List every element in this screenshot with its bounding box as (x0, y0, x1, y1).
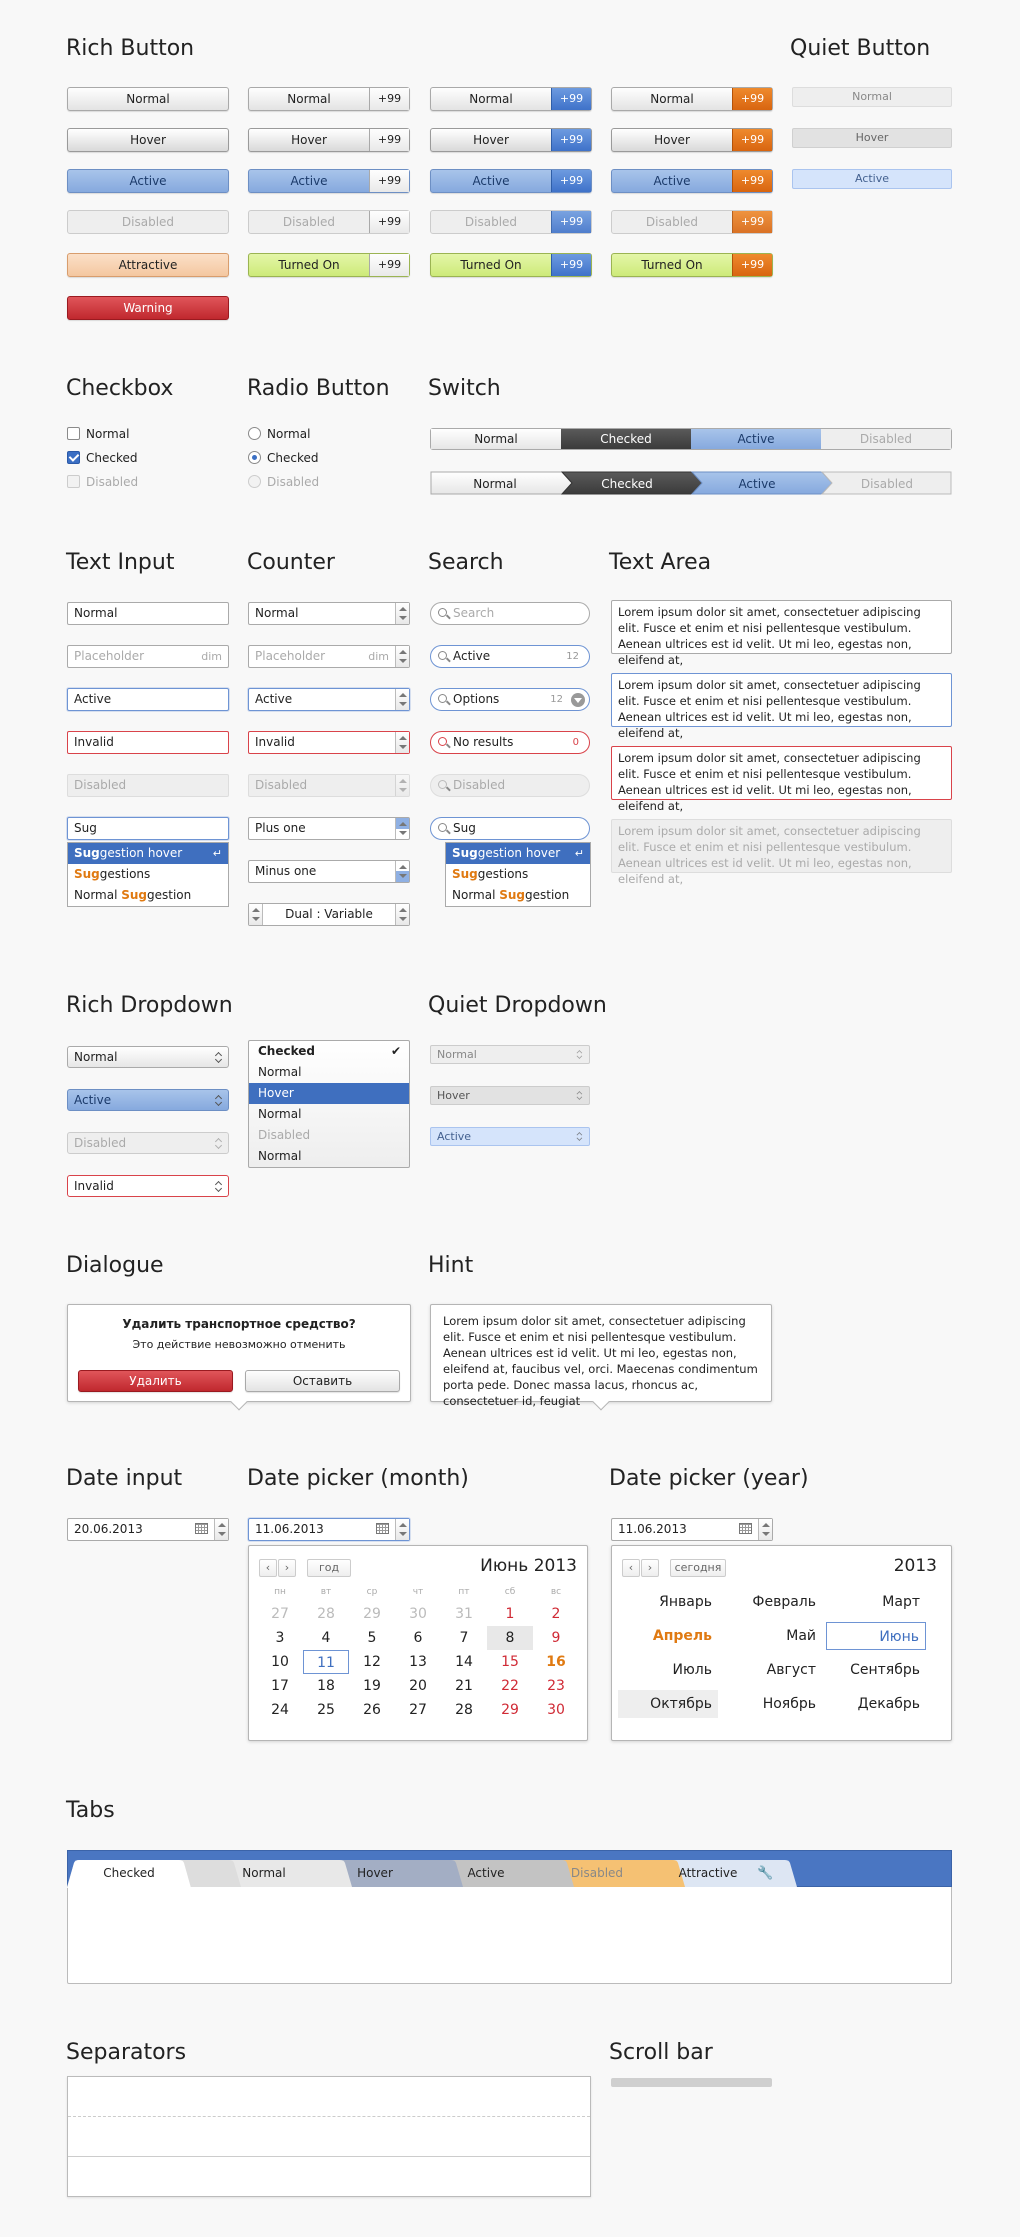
radio-label: Checked (267, 451, 319, 465)
month-cell[interactable]: Июнь (826, 1622, 926, 1650)
chevron-updown-icon (214, 1181, 222, 1192)
rich-button-disabled: Disabled (67, 210, 229, 234)
search-icon (438, 780, 447, 789)
counter-minus-one[interactable] (248, 860, 410, 883)
dim-label: dim (368, 650, 389, 663)
calendar-icon[interactable] (376, 1523, 389, 1534)
next-year-button[interactable]: › (641, 1559, 659, 1577)
suggestion-item[interactable]: Normal Suggestion (74, 888, 192, 902)
month-grid (618, 1588, 926, 1724)
counter-disabled (248, 774, 410, 797)
rich-button-active[interactable]: Active (67, 169, 229, 193)
counter-title: Counter (247, 550, 335, 575)
result-count: 12 (550, 694, 563, 705)
button-label: Hover (291, 133, 327, 147)
count-badge: +99 (551, 170, 591, 192)
month-cell[interactable]: Сентябрь (850, 1662, 920, 1678)
radio-disabled (248, 474, 319, 490)
stepper-icon[interactable] (395, 1519, 409, 1540)
calendar-day[interactable]: 24 (271, 1702, 289, 1718)
rich-dropdown-normal[interactable] (67, 1046, 229, 1068)
dim-label: dim (201, 650, 222, 663)
rich-button-attractive[interactable]: Attractive (67, 253, 229, 277)
switch-arrow-checked[interactable]: Checked (601, 477, 653, 491)
weekday-label: пт (458, 1587, 470, 1597)
search-normal[interactable] (430, 602, 590, 625)
date-month-input[interactable] (248, 1518, 410, 1541)
stepper-icon[interactable] (395, 732, 409, 753)
counter-value: Minus one (255, 864, 317, 878)
calendar-day[interactable]: 28 (317, 1606, 335, 1622)
quiet-button-normal[interactable]: Normal (792, 87, 952, 107)
search-invalid[interactable] (430, 731, 590, 754)
month-cell[interactable]: Январь (659, 1594, 712, 1610)
calendar-day[interactable]: 21 (455, 1678, 473, 1694)
rich-counter-button-normal[interactable] (248, 87, 410, 111)
calendar-day[interactable]: 30 (547, 1702, 565, 1718)
dropdown-value: Active (74, 1093, 112, 1107)
calendar-day[interactable]: 3 (275, 1630, 285, 1646)
search-icon (438, 737, 447, 746)
rich-counter-button-active[interactable] (611, 169, 773, 193)
tab-checked[interactable]: Checked (103, 1866, 155, 1880)
hint-box (430, 1304, 772, 1408)
dropdown-value: Active (437, 1130, 472, 1143)
calendar-day[interactable]: 29 (363, 1606, 381, 1622)
rich-button-hover[interactable]: Hover (67, 128, 229, 152)
text-input-active[interactable]: Active (67, 688, 229, 711)
weekday-label: пн (274, 1587, 286, 1597)
chevron-updown-icon (214, 1052, 222, 1063)
tab-hover[interactable]: Hover (357, 1866, 393, 1880)
rich-counter-button-hover[interactable] (430, 128, 592, 152)
search-options[interactable] (430, 688, 590, 711)
separators-box (67, 2076, 591, 2197)
rich-counter-button-normal[interactable] (611, 87, 773, 111)
stepper-icon[interactable] (395, 818, 409, 839)
switch-arrow-normal[interactable]: Normal (473, 477, 517, 491)
tabs-title: Tabs (66, 1798, 115, 1823)
dropdown-option-hover[interactable]: Hover (249, 1083, 409, 1104)
prev-month-button[interactable]: ‹ (259, 1559, 277, 1577)
rich-dropdown-invalid[interactable] (67, 1175, 229, 1197)
delete-button[interactable]: Удалить (78, 1370, 233, 1392)
switch-arrow-active[interactable]: Active (738, 477, 776, 491)
counter-value: Normal (255, 606, 299, 620)
button-label: Disabled (645, 215, 699, 229)
calendar-day[interactable]: 6 (413, 1630, 423, 1646)
button-label: Disabled (464, 215, 518, 229)
radio-label: Normal (267, 427, 311, 441)
chevron-updown-icon (576, 1050, 582, 1059)
quiet-dropdown-active[interactable] (430, 1127, 590, 1146)
radio-normal[interactable] (248, 426, 310, 442)
switch-active[interactable]: Active (691, 429, 821, 449)
text-input-suggest[interactable]: Sug (67, 817, 229, 840)
result-count: 12 (566, 651, 579, 662)
text-input-disabled: Disabled (67, 774, 229, 797)
calendar-day[interactable]: 8 (487, 1626, 533, 1650)
dropdown-value: Disabled (74, 1136, 127, 1150)
rich-dropdown-title: Rich Dropdown (66, 993, 233, 1018)
suggestion-item[interactable]: Suggestions (74, 867, 151, 881)
search-value: Active (453, 649, 491, 663)
radio-label: Disabled (267, 475, 320, 489)
rich-button-warning[interactable]: Warning (67, 296, 229, 320)
stepper-icon[interactable] (214, 1519, 228, 1540)
rich-dropdown-list (248, 1040, 410, 1168)
count-badge: +99 (732, 211, 772, 233)
calendar-day[interactable]: 17 (271, 1678, 289, 1694)
solid-separator (68, 2156, 590, 2157)
calendar-day[interactable]: 9 (551, 1630, 561, 1646)
calendar-day[interactable]: 25 (317, 1702, 335, 1718)
calendar-day[interactable]: 31 (455, 1606, 473, 1622)
calendar-caption: Июнь 2013 (480, 1556, 577, 1576)
next-month-button[interactable]: › (278, 1559, 296, 1577)
radio-checked[interactable] (248, 450, 319, 466)
quiet-button-active[interactable]: Active (792, 169, 952, 189)
search-icon (438, 651, 447, 660)
dialogue-box (67, 1304, 411, 1402)
calendar-day[interactable]: 2 (551, 1606, 561, 1622)
quiet-button-title: Quiet Button (790, 36, 931, 61)
count-badge: +99 (369, 88, 409, 110)
date-year-title: Date picker (year) (609, 1466, 809, 1491)
counter-value: Active (255, 692, 293, 706)
checkbox-normal[interactable] (67, 426, 129, 442)
count-badge: +99 (732, 129, 772, 151)
text-input-title: Text Input (66, 550, 175, 575)
check-icon: ✔ (390, 1044, 401, 1058)
rich-counter-button-disabled (248, 210, 410, 234)
checkbox-disabled (67, 474, 138, 490)
dialogue-title: Dialogue (66, 1253, 164, 1278)
button-label: Normal (469, 92, 513, 106)
quiet-dropdown-normal[interactable] (430, 1045, 590, 1064)
dialogue-note: Это действие невозможно отменить (132, 1338, 346, 1351)
stepper-left-icon[interactable] (249, 904, 263, 925)
month-cell[interactable]: Июль (672, 1662, 712, 1678)
suggestion-item-hover[interactable]: Suggestion hover ↵ (68, 843, 228, 864)
button-label: Normal (287, 92, 331, 106)
count-badge: +99 (732, 170, 772, 192)
search-icon (438, 608, 447, 617)
rich-counter-button-hover[interactable] (611, 128, 773, 152)
calendar-icon[interactable] (195, 1523, 208, 1534)
weekday-label: сб (504, 1587, 516, 1597)
today-button[interactable]: сегодня (670, 1559, 726, 1577)
date-input[interactable] (67, 1518, 229, 1541)
quiet-dropdown-hover[interactable] (430, 1086, 590, 1105)
calendar-day[interactable]: 20 (409, 1678, 427, 1694)
month-cell[interactable]: Март (882, 1594, 920, 1610)
rich-counter-button-turned-on[interactable] (430, 253, 592, 277)
calendar-day[interactable]: 7 (459, 1630, 469, 1646)
chevron-updown-icon (214, 1095, 222, 1106)
counter-value: Dual : Variable (285, 907, 373, 921)
weekday-label: ср (366, 1587, 378, 1597)
button-label: Turned On (641, 258, 703, 272)
tab-attractive[interactable]: Attractive (678, 1866, 738, 1880)
checkbox-label: Checked (86, 451, 138, 465)
date-value: 20.06.2013 (74, 1522, 143, 1536)
rich-counter-button-turned-on[interactable] (248, 253, 410, 277)
search-value: Disabled (453, 778, 506, 792)
quiet-dropdown-title: Quiet Dropdown (428, 993, 607, 1018)
dashed-separator (68, 2116, 590, 2117)
counter-placeholder[interactable] (248, 645, 410, 668)
calendar-day[interactable]: 18 (317, 1678, 335, 1694)
date-month-title: Date picker (month) (247, 1466, 469, 1491)
date-value: 11.06.2013 (618, 1522, 687, 1536)
search-placeholder: Search (453, 606, 495, 620)
count-badge: +99 (551, 211, 591, 233)
button-label: Turned On (460, 258, 522, 272)
stepper-icon[interactable] (395, 861, 409, 882)
checkbox-box[interactable] (67, 427, 80, 440)
calendar-day[interactable]: 10 (271, 1654, 289, 1670)
dropdown-option-disabled: Disabled (258, 1128, 311, 1142)
dropdown-option[interactable]: Normal (258, 1107, 302, 1121)
rich-button-normal[interactable]: Normal (67, 87, 229, 111)
separators-title: Separators (66, 2040, 187, 2065)
dropdown-value: Hover (437, 1089, 470, 1102)
switch-normal[interactable]: Normal (431, 429, 561, 449)
calendar-day[interactable]: 30 (409, 1606, 427, 1622)
calendar-day[interactable]: 22 (501, 1678, 519, 1694)
weekday-label: чт (412, 1587, 424, 1597)
dropdown-value: Normal (74, 1050, 118, 1064)
count-badge: +99 (369, 211, 409, 233)
rich-dropdown-disabled (67, 1132, 229, 1154)
button-label: Active (290, 174, 328, 188)
calendar-day[interactable]: 1 (505, 1606, 515, 1622)
quiet-button-hover[interactable]: Hover (792, 128, 952, 148)
weekday-label: вт (320, 1587, 332, 1597)
counter-value: Placeholder (255, 649, 326, 663)
button-label: Active (472, 174, 510, 188)
checkbox-title: Checkbox (66, 376, 174, 401)
search-disabled (430, 774, 590, 797)
search-title: Search (428, 550, 504, 575)
rich-counter-button-disabled (430, 210, 592, 234)
calendar-day[interactable]: 4 (321, 1630, 331, 1646)
checkbox-box-disabled (67, 475, 80, 488)
stepper-icon (395, 775, 409, 796)
calendar-day[interactable]: 29 (501, 1702, 519, 1718)
enter-icon: ↵ (574, 847, 584, 860)
weekday-label: вс (550, 1587, 562, 1597)
text-input-normal[interactable]: Normal (67, 602, 229, 625)
checkbox-label: Disabled (86, 475, 139, 489)
calendar-day[interactable]: 16 (546, 1654, 566, 1670)
search-active[interactable] (430, 645, 590, 668)
counter-value: Disabled (255, 778, 308, 792)
search-suggest[interactable] (430, 817, 590, 840)
search-icon (438, 823, 447, 832)
dropdown-option-checked[interactable]: Checked ✔ (249, 1041, 409, 1062)
tab-disabled: Disabled (570, 1866, 624, 1880)
count-badge: +99 (369, 129, 409, 151)
counter-active[interactable] (248, 688, 410, 711)
switch-rect[interactable] (430, 428, 952, 450)
switch-disabled: Disabled (821, 429, 951, 449)
date-value: 11.06.2013 (255, 1522, 324, 1536)
rich-counter-button-turned-on[interactable] (611, 253, 773, 277)
radio-circle-disabled (248, 475, 261, 488)
switch-title: Switch (428, 376, 501, 401)
switch-checked[interactable]: Checked (561, 429, 691, 449)
calendar-day[interactable]: 14 (455, 1654, 473, 1670)
keep-button[interactable]: Оставить (245, 1370, 400, 1392)
dialogue-question: Удалить транспортное средство? (122, 1317, 356, 1331)
suggestion-item-hover[interactable]: Suggestion hover ↵ (446, 843, 590, 864)
checkbox-label: Normal (86, 427, 130, 441)
rich-counter-button-hover[interactable] (248, 128, 410, 152)
counter-invalid[interactable] (248, 731, 410, 754)
date-input-title: Date input (66, 1466, 183, 1491)
search-value: Sug (453, 821, 476, 835)
count-badge: +99 (551, 129, 591, 151)
switch-arrow-disabled: Disabled (860, 477, 914, 491)
dropdown-value: Invalid (74, 1179, 114, 1193)
suggestion-item[interactable]: Suggestions (452, 867, 529, 881)
calendar-day[interactable]: 11 (303, 1650, 349, 1674)
month-cell[interactable]: Декабрь (857, 1696, 920, 1712)
text-area-normal[interactable]: Lorem ipsum dolor sit amet, consectetuer adipiscing elit. Fusce et enim et nisi pellentesque vestibulum. Aenean ultrices est id velit. Ut mi leo, egestas non, eleifend at, (611, 600, 952, 654)
counter-dual[interactable] (248, 903, 410, 926)
text-area-invalid[interactable]: Lorem ipsum dolor sit amet, consectetuer adipiscing elit. Fusce et enim et nisi pellentesque vestibulum. Aenean ultrices est id velit. Ut mi leo, egestas non, eleifend at, (611, 746, 952, 800)
button-label: Active (653, 174, 691, 188)
radio-circle-checked[interactable] (248, 451, 261, 464)
month-cell[interactable]: Апрель (652, 1628, 712, 1644)
stepper-icon[interactable] (395, 603, 409, 624)
counter-value: Invalid (255, 735, 295, 749)
scrollbar-title: Scroll bar (609, 2040, 713, 2065)
dropdown-option[interactable]: Normal (258, 1149, 302, 1163)
calendar-day[interactable]: 27 (409, 1702, 427, 1718)
calendar-day[interactable]: 27 (271, 1606, 289, 1622)
options-dropdown-icon[interactable] (571, 693, 585, 707)
calendar-day[interactable]: 19 (363, 1678, 381, 1694)
checkbox-checked-box[interactable] (67, 451, 80, 464)
dropdown-value: Normal (437, 1048, 477, 1061)
counter-plus-one[interactable] (248, 817, 410, 840)
month-calendar (248, 1545, 588, 1741)
count-badge: +99 (551, 88, 591, 110)
tab-normal[interactable]: Normal (242, 1866, 286, 1880)
dropdown-option[interactable]: Normal (258, 1065, 302, 1079)
count-badge: +99 (551, 254, 591, 276)
suggestion-item[interactable]: Normal Suggestion (452, 888, 570, 902)
calendar-day[interactable]: 26 (363, 1702, 381, 1718)
count-badge: +99 (369, 254, 409, 276)
rich-counter-button-disabled (611, 210, 773, 234)
stepper-icon[interactable] (395, 646, 409, 667)
calendar-icon[interactable] (739, 1523, 752, 1534)
chevron-updown-icon (576, 1091, 582, 1100)
count-badge: +99 (732, 88, 772, 110)
scrollbar-thumb[interactable] (611, 2078, 772, 2087)
search-value: No results (453, 735, 514, 749)
counter-normal[interactable] (248, 602, 410, 625)
text-area-active[interactable]: Lorem ipsum dolor sit amet, consectetuer adipiscing elit. Fusce et enim et nisi pellentesque vestibulum. Aenean ultrices est id velit. Ut mi leo, egestas non, eleifend at, (611, 673, 952, 727)
search-value: Options (453, 692, 500, 706)
radio-title: Radio Button (247, 376, 390, 401)
chevron-updown-icon (576, 1132, 582, 1141)
month-cell[interactable]: Октябрь (618, 1690, 718, 1718)
button-label: Disabled (282, 215, 336, 229)
button-label: Turned On (278, 258, 340, 272)
counter-value: Plus one (255, 821, 306, 835)
search-suggestion-list (445, 842, 591, 907)
radio-circle[interactable] (248, 427, 261, 440)
text-input-placeholder[interactable] (67, 645, 229, 668)
button-label: Normal (650, 92, 694, 106)
prev-year-button[interactable]: ‹ (622, 1559, 640, 1577)
hint-text: Lorem ipsum dolor sit amet, consectetuer adipiscing elit. Fusce et enim et nisi pellentesque vestibulum. Aenean ultrices est id velit. Ut mi leo, egestas non, eleifend at, faucibus vel, orci. Maecenas condimentum porta pede. Donec massa lacus, rhoncus ac, consectetuer id, feugiat (443, 1314, 758, 1408)
calendar-grid (257, 1582, 579, 1722)
result-count: 0 (572, 737, 579, 748)
suggestion-list (67, 842, 229, 907)
calendar-day[interactable]: 28 (455, 1702, 473, 1718)
text-area-title: Text Area (609, 550, 712, 575)
enter-icon: ↵ (212, 847, 222, 860)
wrench-icon[interactable]: 🔧 (757, 1866, 774, 1881)
text-input-invalid[interactable]: Invalid (67, 731, 229, 754)
rich-button-title: Rich Button (66, 36, 195, 61)
date-year-input[interactable] (611, 1518, 773, 1541)
chevron-updown-icon (214, 1138, 222, 1149)
calendar-day[interactable]: 12 (363, 1654, 381, 1670)
month-cell[interactable]: Ноябрь (762, 1696, 816, 1712)
year-calendar (611, 1545, 952, 1741)
month-cell[interactable]: Май (786, 1628, 816, 1644)
count-badge: +99 (369, 170, 409, 192)
hint-title: Hint (428, 1253, 474, 1278)
button-label: Hover (654, 133, 690, 147)
count-badge: +99 (732, 254, 772, 276)
checkbox-checked[interactable] (67, 450, 138, 466)
year-view-button[interactable]: год (307, 1559, 351, 1577)
month-cell[interactable]: Август (766, 1662, 816, 1678)
tab-active[interactable]: Active (467, 1866, 505, 1880)
search-icon (438, 694, 447, 703)
rich-counter-button-active[interactable] (248, 169, 410, 193)
calendar-day[interactable]: 23 (547, 1678, 565, 1694)
rich-counter-button-normal[interactable] (430, 87, 592, 111)
placeholder-text: Placeholder (74, 649, 145, 663)
rich-counter-button-active[interactable] (430, 169, 592, 193)
calendar-day[interactable]: 15 (501, 1654, 519, 1670)
month-cell[interactable]: Февраль (752, 1594, 816, 1610)
stepper-icon[interactable] (395, 904, 409, 925)
rich-dropdown-active[interactable] (67, 1089, 229, 1111)
calendar-day[interactable]: 13 (409, 1654, 427, 1670)
button-label: Hover (473, 133, 509, 147)
text-area-disabled: Lorem ipsum dolor sit amet, consectetuer adipiscing elit. Fusce et enim et nisi pellentesque vestibulum. Aenean ultrices est id velit. Ut mi leo, egestas non, eleifend at, (611, 819, 952, 873)
stepper-icon[interactable] (395, 689, 409, 710)
year-caption: 2013 (893, 1556, 937, 1576)
calendar-day[interactable]: 5 (367, 1630, 377, 1646)
stepper-icon[interactable] (758, 1519, 772, 1540)
